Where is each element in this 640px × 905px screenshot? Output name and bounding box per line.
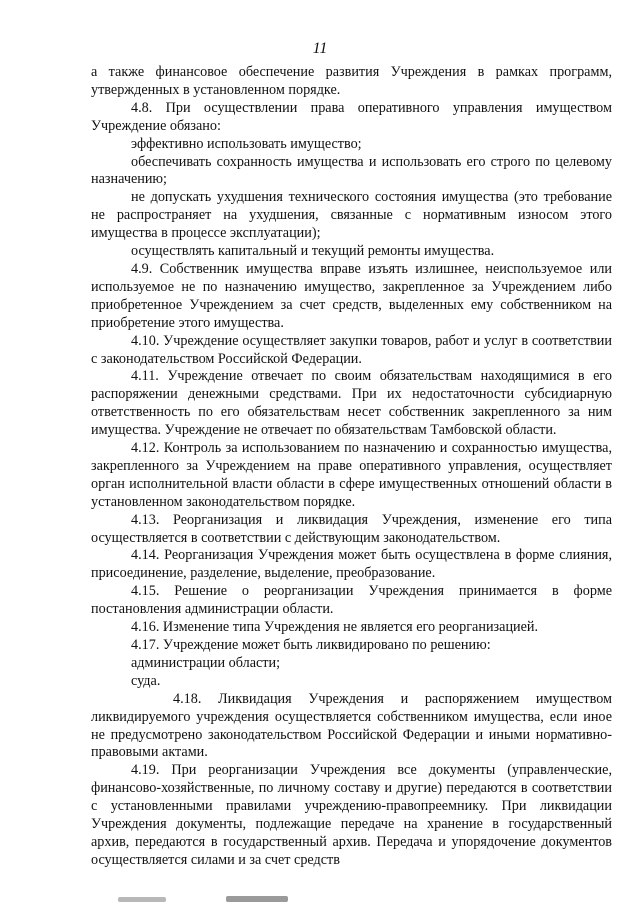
paragraph-4-13: 4.13. Реорганизация и ликвидация Учреждения, изменение его типа осуществляется в соответствии с действующим законодательством. <box>91 511 612 546</box>
page-number: 11 <box>312 40 328 57</box>
liquidation-item-administration: администрации области; <box>131 654 281 671</box>
duty-item-preservation: обеспечивать сохранность имущества и использовать его строго по целевому назначению; <box>91 153 612 188</box>
document-body <box>91 64 612 870</box>
duty-item-condition: не допускать ухудшения технического состояния имущества (это требование не распространяет на ухудшения, связанные с нормативным износом этого имущества в процессе эксплуатации); <box>91 189 612 242</box>
paragraph-continuation: а также финансовое обеспечение развития Учреждения в рамках программ, утвержденных в установленном порядке. <box>91 64 612 98</box>
footer-scan-artifact <box>96 893 336 905</box>
paragraph-4-12: 4.12. Контроль за использованием по назначению и сохранностью имущества, закрепленного за Учреждением на праве оперативного управления, осуществляет орган исполнительной власти области в сфере имущественных отношений области в установленном законодательством порядке. <box>91 440 612 510</box>
duty-item-effective-use: эффективно использовать имущество; <box>131 135 362 152</box>
scan-smudge-right <box>226 896 288 902</box>
paragraph-4-11: 4.11. Учреждение отвечает по своим обязательствам находящимися в его распоряжении денежными средствами. При их недостаточности субсидиарную ответственность по его обязательствам несет собственник закрепленного за ним имущества. Учреждение не отвечает по обязательствам Тамбовской области. <box>91 368 612 439</box>
paragraph-4-16: 4.16. Изменение типа Учреждения не является его реорганизацией. <box>131 619 539 636</box>
paragraph-4-18: 4.18. Ликвидация Учреждения и распоряжением имуществом ликвидируемого учреждения осуществляется собственником имущества, если иное не предусмотрено законодательством Российской Федерации и иными нормативно-правовыми актами. <box>91 690 612 761</box>
paragraph-4-15: 4.15. Решение о реорганизации Учреждения принимается в форме постановления администрации области. <box>91 583 612 618</box>
paragraph-4-9: 4.9. Собственник имущества вправе изъять излишнее, неиспользуемое или используемое не по назначению имущество, закрепленное за Учреждением либо приобретенное Учреждением за счет средств, выделенных ему собственником на приобретение этого имущества. <box>91 260 612 331</box>
paragraph-4-14: 4.14. Реорганизация Учреждения может быть осуществлена в форме слияния, присоединение, разделение, выделение, преобразование. <box>91 547 612 582</box>
scan-smudge-left <box>118 897 166 902</box>
paragraph-4-10: 4.10. Учреждение осуществляет закупки товаров, работ и услуг в соответствии с законодательством Российской Федерации. <box>91 332 612 367</box>
paragraph-4-8: 4.8. При осуществлении права оперативного управления имуществом Учреждение обязано: <box>91 99 612 134</box>
liquidation-item-court: суда. <box>131 672 161 689</box>
duty-item-repairs: осуществлять капитальный и текущий ремонты имущества. <box>131 243 495 260</box>
paragraph-4-17: 4.17. Учреждение может быть ликвидировано по решению: <box>131 637 491 653</box>
paragraph-4-19: 4.19. При реорганизации Учреждения все документы (управленческие, финансово-хозяйственные, по личному составу и другие) передаются в соответствии с установленными правилами учреждению-правопреемнику. При ликвидации Учреждения документы, подлежащие передаче на хранение в государственный архив, передаются в государственный архив. Передача и упорядочение документов осуществляется силами и за счет средств <box>91 762 612 868</box>
